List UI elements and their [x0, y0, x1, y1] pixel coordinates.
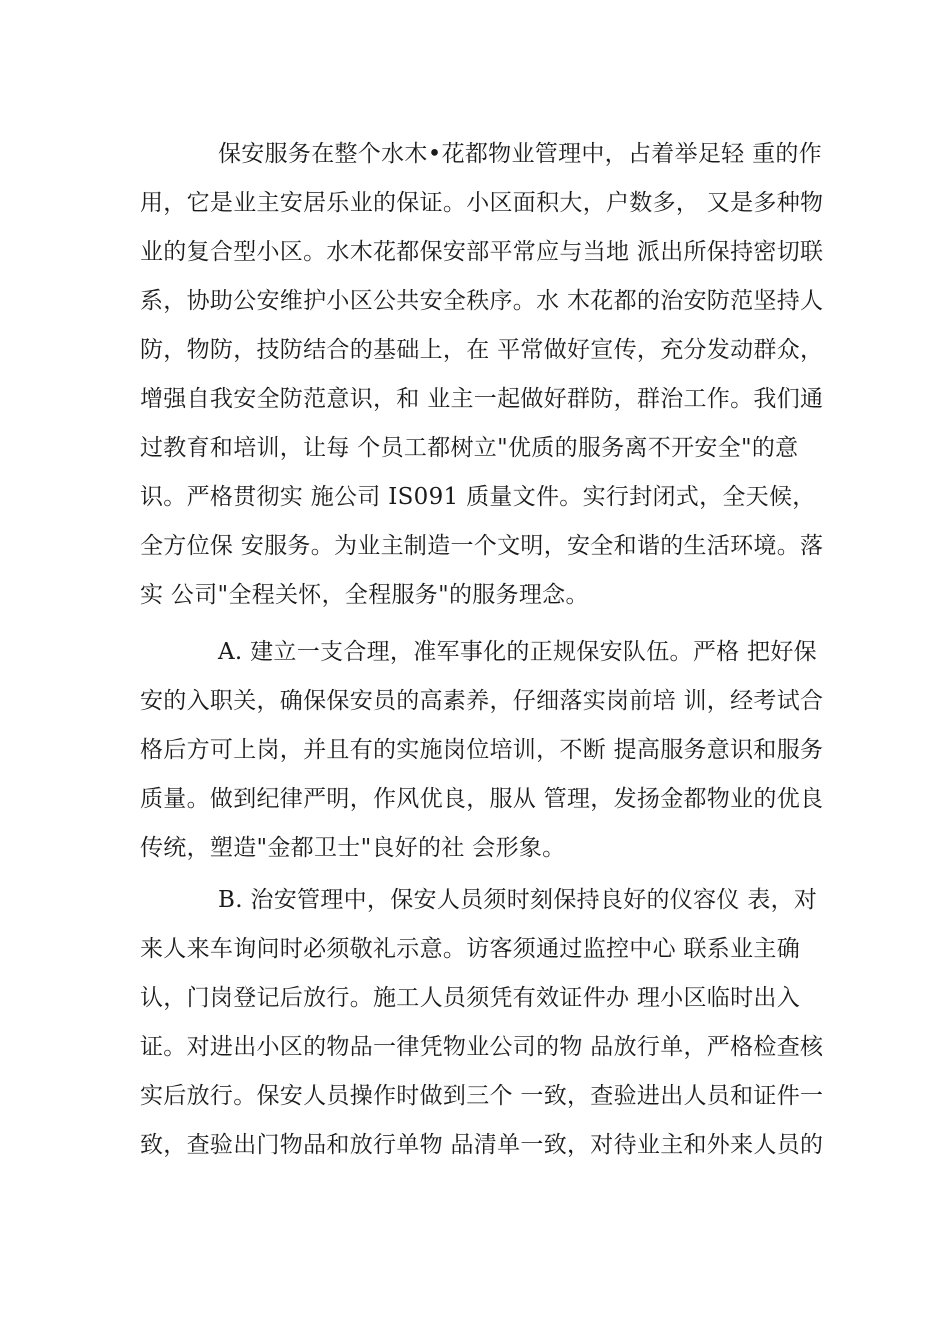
- text-line: 安的入职关，确保保安员的高素养，仔细落实岗前培 训，经考试合: [140, 688, 824, 714]
- text-line: 质量。做到纪律严明，作风优良，服从 管理，发扬金都物业的优良: [140, 786, 824, 812]
- text-line: 实 公司"全程关怀，全程服务"的服务理念。: [140, 582, 589, 608]
- text-line: 认，门岗登记后放行。施工人员须凭有效证件办 理小区临时出入: [140, 985, 801, 1011]
- text-line: 实后放行。保安人员操作时做到三个 一致，查验进出人员和证件一: [140, 1083, 824, 1109]
- paragraph-intro: [140, 130, 840, 620]
- text-line: 致，查验出门物品和放行单物 品清单一致，对待业主和外来人员的: [140, 1132, 824, 1158]
- text-line: A. 建立一支合理，准军事化的正规保安队伍。严格 把好保: [218, 639, 817, 665]
- text-line: 用，它是业主安居乐业的保证。小区面积大，户数多， 又是多种物: [140, 190, 824, 216]
- text-line: 防，物防，技防结合的基础上，在 平常做好宣传，充分发动群众，: [140, 337, 824, 363]
- paragraph-a: [140, 628, 840, 873]
- text-line: 业的复合型小区。水木花都保安部平常应与当地 派出所保持密切联: [140, 239, 824, 265]
- text-line: 系，协助公安维护小区公共安全秩序。水 木花都的治安防范坚持人: [140, 288, 824, 314]
- text-line: 传统，塑造"金都卫士"良好的社 会形象。: [140, 835, 566, 861]
- text-line: 来人来车询问时必须敬礼示意。访客须通过监控中心 联系业主确: [140, 936, 801, 962]
- text-line: 格后方可上岗，并且有的实施岗位培训，不断 提高服务意识和服务: [140, 737, 824, 763]
- text-line: 保安服务在整个水木•花都物业管理中，占着举足轻 重的作: [218, 141, 822, 167]
- text-line: 全方位保 安服务。为业主制造一个文明，安全和谐的生活环境。落: [140, 533, 824, 559]
- text-line: 增强自我安全防范意识，和 业主一起做好群防，群治工作。我们通: [140, 386, 824, 412]
- paragraph-b: [140, 876, 840, 1170]
- text-line: 过教育和培训，让每 个员工都树立"优质的服务离不开安全"的意: [140, 435, 799, 461]
- text-line: B. 治安管理中，保安人员须时刻保持良好的仪容仪 表，对: [218, 887, 818, 913]
- text-line: 识。严格贯彻实 施公司 IS091 质量文件。实行封闭式，全天候，: [140, 484, 816, 510]
- text-line: 证。对进出小区的物品一律凭物业公司的物 品放行单，严格检查核: [140, 1034, 824, 1060]
